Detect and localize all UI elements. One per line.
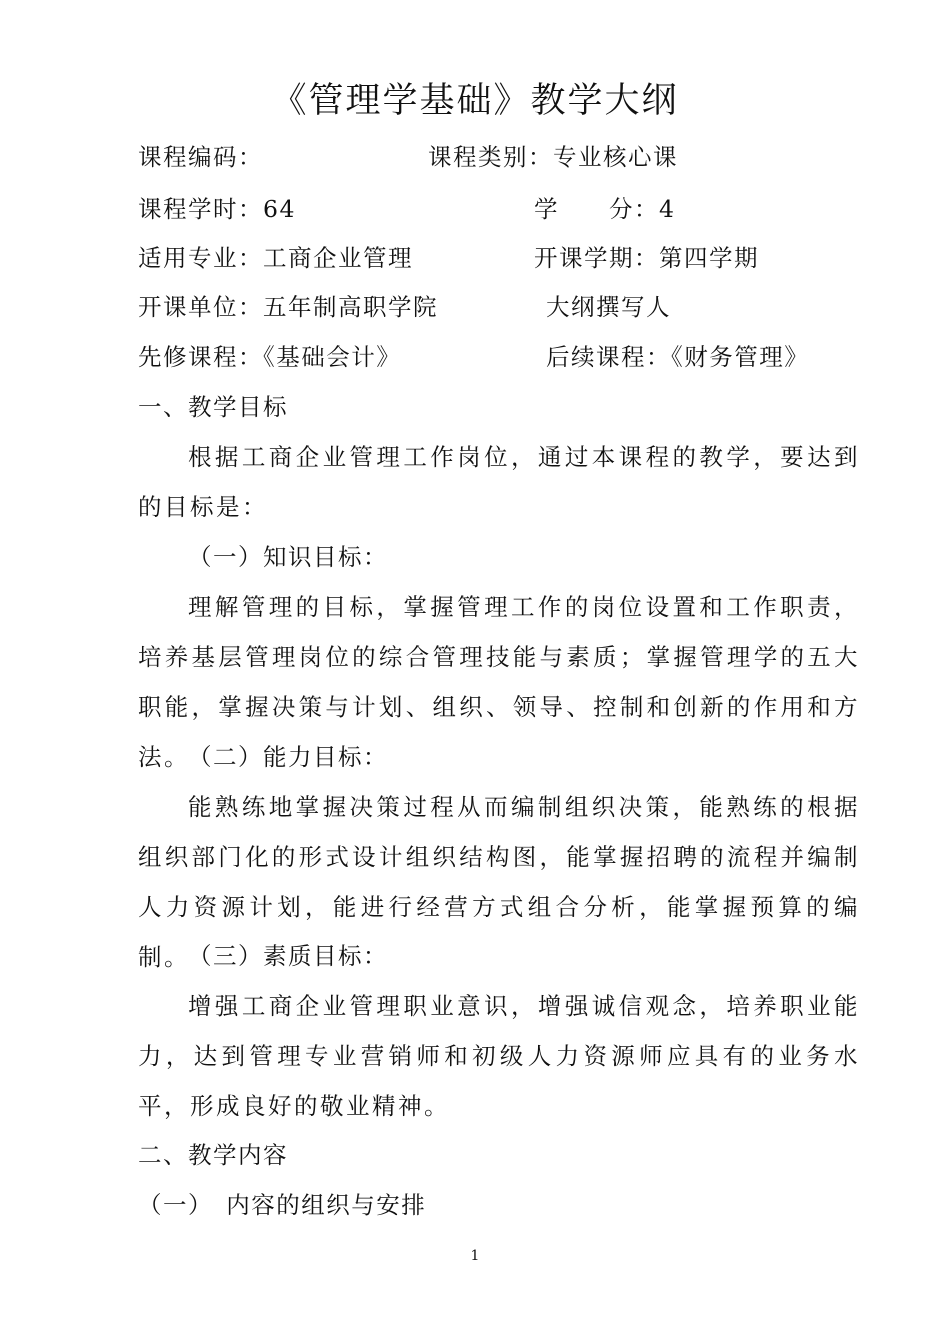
syllabus-author: 大纲撰写人 — [546, 293, 671, 321]
follow-up-course: 后续课程：《财务管理》 — [546, 343, 810, 371]
prerequisite-course: 先修课程：《基础会计》 — [138, 343, 402, 371]
knowledge-objective-heading: （一）知识目标： — [188, 543, 388, 571]
content-subheading: （一） 内容的组织与安排 — [138, 1191, 427, 1219]
section-heading-content: 二、教学内容 — [138, 1141, 288, 1169]
ability-objective-text: 能熟练地掌握决策过程从而编制组织决策，能熟练的根据组织部门化的形式设计组织结构图，能掌握招聘的流程并编制人力资源计划，能进行经营方式组合分析，能掌握预算的编制。 — [138, 793, 860, 971]
course-credits: 学 分：4 — [534, 195, 676, 223]
section-heading-objectives: 一、教学目标 — [138, 393, 288, 421]
page-number: 1 — [470, 1248, 480, 1264]
quality-objective-heading: （三）素质目标： — [188, 942, 388, 970]
document-title: 《管理学基础》教学大纲 — [271, 81, 679, 121]
applicable-major: 适用专业：工商企业管理 — [138, 244, 413, 272]
course-type: 课程类别：专业核心课 — [428, 143, 678, 171]
ability-objective-heading: （二）能力目标： — [188, 743, 388, 771]
semester: 开课学期：第四学期 — [534, 244, 759, 272]
course-code: 课程编码： — [138, 143, 263, 171]
quality-objective-text: 增强工商企业管理职业意识，增强诚信观念，培养职业能力，达到管理专业营销师和初级人力资源师应具有的业务水平，形成良好的敬业精神。 — [138, 992, 860, 1120]
course-hours: 课程学时：64 — [138, 195, 296, 223]
objectives-intro: 根据工商企业管理工作岗位，通过本课程的教学，要达到的目标是： — [138, 443, 860, 521]
offering-unit: 开课单位：五年制高职学院 — [138, 293, 438, 321]
knowledge-objective-text: 理解管理的目标，掌握管理工作的岗位设置和工作职责，培养基层管理岗位的综合管理技能与素质；掌握管理学的五大职能，掌握决策与计划、组织、领导、控制和创新的作用和方法。 — [138, 593, 860, 771]
